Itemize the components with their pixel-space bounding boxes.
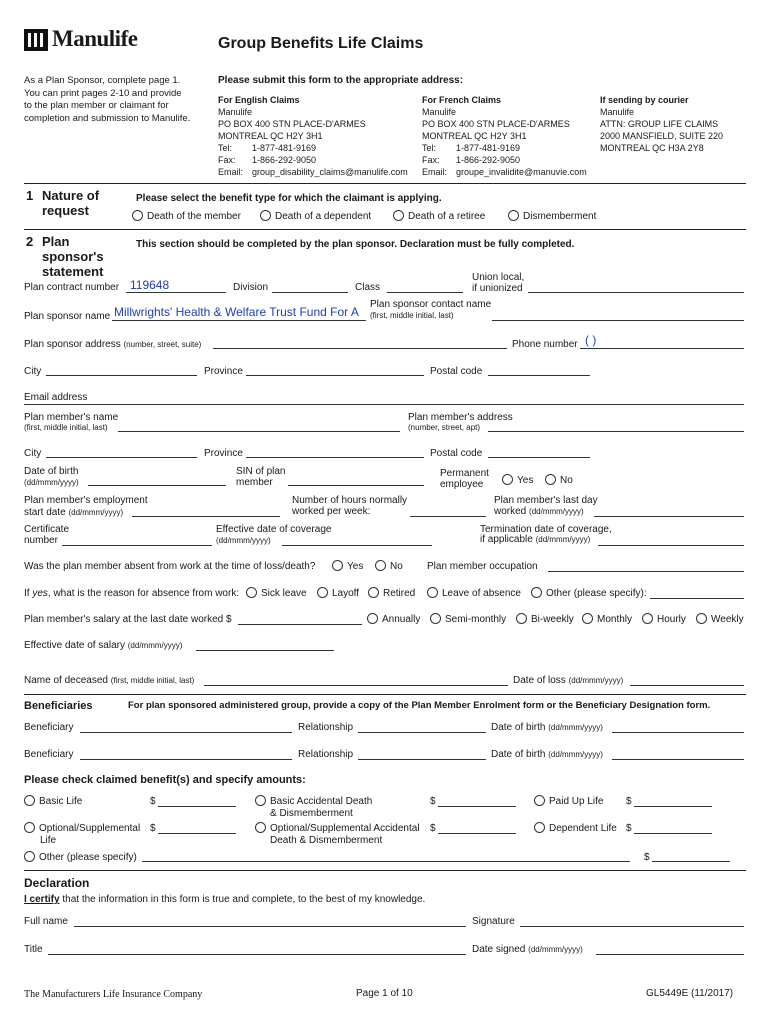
contact-label: Plan sponsor contact name xyxy=(370,299,492,310)
declaration-title: Declaration xyxy=(24,876,90,890)
radio-icon[interactable] xyxy=(132,210,143,221)
termination-field[interactable] xyxy=(598,545,744,546)
checkbox-icon[interactable] xyxy=(534,795,545,806)
member-address-hint: (number, street, apt) xyxy=(408,423,481,432)
radio-icon[interactable] xyxy=(508,210,519,221)
footer-form-code: GL5449E (11/2017) xyxy=(646,988,734,999)
class-field[interactable] xyxy=(387,292,463,293)
employment-field[interactable] xyxy=(132,516,280,517)
phone-field[interactable] xyxy=(580,348,744,349)
beneficiary-2-field[interactable] xyxy=(80,759,292,760)
contact-hint: (first, middle initial, last) xyxy=(370,311,454,320)
occupation-field[interactable] xyxy=(548,571,744,572)
member-name-hint: (first, middle initial, last) xyxy=(24,423,108,432)
radio-icon[interactable] xyxy=(582,613,593,624)
coverage-field[interactable] xyxy=(282,545,432,546)
class-label: Class xyxy=(355,282,381,293)
postal2-field[interactable] xyxy=(488,457,590,458)
manulife-logo-icon xyxy=(24,29,48,51)
radio-icon[interactable] xyxy=(502,474,513,485)
radio-icon[interactable] xyxy=(430,613,441,624)
last-day-label: Plan member's last day xyxy=(494,495,598,506)
logo-wordmark: Manulife xyxy=(52,26,138,51)
beneficiary-1-label: Beneficiary xyxy=(24,722,74,733)
reason-question: If yes, what is the reason for absence from work: xyxy=(24,588,240,599)
deceased-label: Name of deceased (first, middle initial, last) xyxy=(24,675,195,686)
radio-icon[interactable] xyxy=(531,587,542,598)
radio-icon[interactable] xyxy=(516,613,527,624)
termination-label: Termination date of coverage, xyxy=(480,524,612,535)
optional-life-amount[interactable] xyxy=(158,833,236,834)
currency-sign: $ xyxy=(644,852,650,863)
freq-monthly[interactable]: Monthly xyxy=(582,613,632,625)
basic-life-amount[interactable] xyxy=(158,806,236,807)
optional-add-line2: Death & Dismemberment xyxy=(270,835,383,846)
termination-label2: if applicable (dd/mmm/yyyy) xyxy=(480,534,591,545)
relationship-2-label: Relationship xyxy=(298,749,354,760)
benefit-other-field[interactable] xyxy=(142,861,630,862)
beneficiary-2-label: Beneficiary xyxy=(24,749,74,760)
sponsor-address-field[interactable] xyxy=(213,348,507,349)
divider xyxy=(24,183,746,184)
email-field[interactable] xyxy=(24,404,744,405)
reason-sick-leave[interactable]: Sick leave xyxy=(246,587,307,599)
permanent-no[interactable]: No xyxy=(545,474,573,486)
option-death-dependent[interactable]: Death of a dependent xyxy=(260,210,371,222)
benefits-heading: Please check claimed benefit(s) and specify amounts: xyxy=(24,774,306,786)
radio-icon[interactable] xyxy=(375,560,386,571)
section-1-instruction: Please select the benefit type for which the claimant is applying. xyxy=(136,193,442,204)
radio-icon[interactable] xyxy=(642,613,653,624)
city-label: City xyxy=(24,366,42,377)
dob-field[interactable] xyxy=(88,485,226,486)
courier-address: If sending by courier Manulife ATTN: GROUP LIFE CLAIMS 2000 MANSFIELD, SUITE 220 MONTREAL QC H3A 2Y8 xyxy=(600,95,724,153)
relationship-1-label: Relationship xyxy=(298,722,354,733)
beneficiary-1-field[interactable] xyxy=(80,732,292,733)
certificate-label: Certificate number xyxy=(24,524,70,546)
option-dismemberment[interactable]: Dismemberment xyxy=(508,210,596,222)
radio-icon[interactable] xyxy=(260,210,271,221)
section-2-title: Plan sponsor's statement xyxy=(42,234,104,279)
reason-other-field[interactable] xyxy=(650,598,744,599)
title-label: Title xyxy=(24,944,43,955)
salary-date-field[interactable] xyxy=(196,650,334,651)
freq-semi-monthly[interactable]: Semi-monthly xyxy=(430,613,506,625)
postal2-label: Postal code xyxy=(430,448,483,459)
city2-field[interactable] xyxy=(46,457,197,458)
benefit-optional-life[interactable]: Optional/Supplemental xyxy=(24,822,140,834)
reason-other[interactable]: Other (please specify): xyxy=(531,587,647,599)
checkbox-icon[interactable] xyxy=(255,795,266,806)
title-field[interactable] xyxy=(48,954,466,955)
plan-contract-label: Plan contract number xyxy=(24,282,120,293)
checkbox-icon[interactable] xyxy=(24,851,35,862)
benefit-other[interactable]: Other (please specify) xyxy=(24,851,137,863)
sponsor-name-field[interactable] xyxy=(112,320,366,321)
absent-no[interactable]: No xyxy=(375,560,403,572)
reason-retired[interactable]: Retired xyxy=(368,587,415,599)
reason-leave-of-absence[interactable]: Leave of absence xyxy=(427,587,521,599)
loss-date-label: Date of loss (dd/mmm/yyyy) xyxy=(513,675,624,686)
freq-hourly[interactable]: Hourly xyxy=(642,613,686,625)
province-field[interactable] xyxy=(246,375,424,376)
relationship-2-field[interactable] xyxy=(358,759,486,760)
section-1-number: 1 xyxy=(26,188,34,203)
dob-hint: (dd/mmm/yyyy) xyxy=(24,478,79,487)
currency-sign: $ xyxy=(150,823,156,834)
full-name-field[interactable] xyxy=(74,926,466,927)
radio-icon[interactable] xyxy=(317,587,328,598)
salary-label: Plan member's salary at the last date worked $ xyxy=(24,614,232,625)
intro-note: As a Plan Sponsor, complete page 1. You can print pages 2-10 and provide to the plan member or claimant for completion and submission to Manulife. xyxy=(24,75,191,124)
radio-icon[interactable] xyxy=(393,210,404,221)
benefit-basic-add[interactable]: Basic Accidental Death xyxy=(255,795,372,807)
checkbox-icon[interactable] xyxy=(24,822,35,833)
section-1-title: Nature of request xyxy=(42,188,100,218)
beneficiaries-title: Beneficiaries xyxy=(24,700,93,712)
sponsor-address-label: Plan sponsor address (number, street, suite) xyxy=(24,339,202,350)
radio-icon[interactable] xyxy=(427,587,438,598)
section-2-number: 2 xyxy=(26,234,34,249)
divider xyxy=(24,694,746,695)
checkbox-icon[interactable] xyxy=(255,822,266,833)
benefit-optional-add[interactable]: Optional/Supplemental Accidental xyxy=(255,822,420,834)
signature-field[interactable] xyxy=(520,926,744,927)
beneficiary-1-dob-label: Date of birth (dd/mmm/yyyy) xyxy=(491,722,603,733)
coverage-hint: (dd/mmm/yyyy) xyxy=(216,536,271,545)
permanent-label: Permanent employee xyxy=(440,468,489,490)
certificate-field[interactable] xyxy=(62,545,212,546)
member-name-label: Plan member's name xyxy=(24,412,119,423)
basic-add-amount[interactable] xyxy=(438,806,516,807)
sponsor-name-label: Plan sponsor name xyxy=(24,311,111,322)
plan-contract-value[interactable]: 119648 xyxy=(130,278,170,292)
salary-field[interactable] xyxy=(238,624,362,625)
option-death-member[interactable]: Death of the member xyxy=(132,210,241,222)
paid-up-amount[interactable] xyxy=(634,806,712,807)
optional-add-amount[interactable] xyxy=(438,833,516,834)
divider xyxy=(24,870,746,871)
benefit-other-amount[interactable] xyxy=(652,861,730,862)
postal-field[interactable] xyxy=(488,375,590,376)
member-address-field[interactable] xyxy=(488,431,744,432)
city-field[interactable] xyxy=(46,375,197,376)
signature-label: Signature xyxy=(472,916,515,927)
absent-yes[interactable]: Yes xyxy=(332,560,363,572)
freq-bi-weekly[interactable]: Bi-weekly xyxy=(516,613,574,625)
beneficiaries-instruction: For plan sponsored administered group, provide a copy of the Plan Member Enrolment form or the Beneficiary Designation form. xyxy=(128,700,711,711)
radio-icon[interactable] xyxy=(545,474,556,485)
full-name-label: Full name xyxy=(24,916,68,927)
beneficiary-2-dob-field[interactable] xyxy=(612,759,744,760)
phone-label: Phone number xyxy=(512,339,578,350)
optional-life-line2: Life xyxy=(40,835,57,846)
union-field[interactable] xyxy=(528,292,744,293)
freq-annually[interactable]: Annually xyxy=(367,613,420,625)
footer-company: The Manufacturers Life Insurance Company xyxy=(24,989,203,1000)
section-2-instruction: This section should be completed by the plan sponsor. Declaration must be fully completed. xyxy=(136,239,575,250)
contact-field[interactable] xyxy=(492,320,744,321)
occupation-label: Plan member occupation xyxy=(427,561,538,572)
date-signed-field[interactable] xyxy=(596,954,744,955)
hours-label: Number of hours normally worked per week: xyxy=(292,495,408,517)
page-title: Group Benefits Life Claims xyxy=(218,35,424,52)
currency-sign: $ xyxy=(430,823,436,834)
sin-label: SIN of plan member xyxy=(236,466,286,488)
benefit-basic-life[interactable]: Basic Life xyxy=(24,795,82,807)
benefit-dependent-life[interactable]: Dependent Life xyxy=(534,822,617,834)
radio-icon[interactable] xyxy=(368,587,379,598)
dob-label: Date of birth xyxy=(24,466,79,477)
currency-sign: $ xyxy=(626,796,632,807)
employment-label2: start date (dd/mmm/yyyy) xyxy=(24,507,124,518)
basic-add-line2: & Dismemberment xyxy=(270,808,353,819)
member-address-label: Plan member's address xyxy=(408,412,513,423)
sponsor-name-value[interactable]: Millwrights' Health & Welfare Trust Fund For A xyxy=(114,305,359,319)
submit-heading: Please submit this form to the appropriate address: xyxy=(218,75,464,86)
plan-contract-field[interactable] xyxy=(126,292,226,293)
division-field[interactable] xyxy=(272,292,348,293)
beneficiary-1-dob-field[interactable] xyxy=(612,732,744,733)
divider xyxy=(24,229,746,230)
benefit-paid-up[interactable]: Paid Up Life xyxy=(534,795,603,807)
beneficiary-2-dob-label: Date of birth (dd/mmm/yyyy) xyxy=(491,749,603,760)
province2-label: Province xyxy=(204,448,243,459)
french-address: For French Claims Manulife PO BOX 400 STN PLACE-D'ARMES MONTREAL QC H2Y 3H1 Tel: 1-877-481-9169 Fax: 1-866-292-9050 Email: groupe_invalidite@manuvie.com xyxy=(422,95,587,177)
permanent-yes[interactable]: Yes xyxy=(502,474,533,486)
radio-icon[interactable] xyxy=(246,587,257,598)
absent-question: Was the plan member absent from work at the time of loss/death? xyxy=(24,561,316,572)
union-label: Union local, if unionized xyxy=(472,272,525,294)
salary-date-label: Effective date of salary (dd/mmm/yyyy) xyxy=(24,640,183,651)
option-death-retiree[interactable]: Death of a retiree xyxy=(393,210,485,222)
division-label: Division xyxy=(233,282,269,293)
currency-sign: $ xyxy=(150,796,156,807)
city2-label: City xyxy=(24,448,42,459)
relationship-1-field[interactable] xyxy=(358,732,486,733)
currency-sign: $ xyxy=(430,796,436,807)
phone-value[interactable]: ( ) xyxy=(585,333,597,347)
email-label: Email address xyxy=(24,392,88,403)
province2-field[interactable] xyxy=(246,457,424,458)
last-day-field[interactable] xyxy=(594,516,744,517)
sin-field[interactable] xyxy=(288,485,424,486)
loss-date-field[interactable] xyxy=(630,685,744,686)
freq-weekly[interactable]: Weekly xyxy=(696,613,744,625)
coverage-label: Effective date of coverage xyxy=(216,524,332,535)
radio-icon[interactable] xyxy=(332,560,343,571)
dependent-life-amount[interactable] xyxy=(634,833,712,834)
postal-label: Postal code xyxy=(430,366,483,377)
currency-sign: $ xyxy=(626,823,632,834)
date-signed-label: Date signed (dd/mmm/yyyy) xyxy=(472,944,583,955)
checkbox-icon[interactable] xyxy=(24,795,35,806)
employment-label: Plan member's employment xyxy=(24,495,148,506)
footer-page: Page 1 of 10 xyxy=(356,988,413,999)
radio-icon[interactable] xyxy=(696,613,707,624)
province-label: Province xyxy=(204,366,243,377)
last-day-label2: worked (dd/mmm/yyyy) xyxy=(494,506,584,517)
hours-field[interactable] xyxy=(410,516,486,517)
checkbox-icon[interactable] xyxy=(534,822,545,833)
english-address: For English Claims Manulife PO BOX 400 STN PLACE-D'ARMES MONTREAL QC H2Y 3H1 Tel: 1-877-481-9169 Fax: 1-866-292-9050 Email: group_disability_claims@manulife.com xyxy=(218,95,408,177)
radio-icon[interactable] xyxy=(367,613,378,624)
reason-layoff[interactable]: Layoff xyxy=(317,587,359,599)
deceased-field[interactable] xyxy=(204,685,508,686)
certify-text: I certify that the information in this form is true and complete, to the best of my knowledge. xyxy=(24,894,426,905)
member-name-field[interactable] xyxy=(118,431,400,432)
